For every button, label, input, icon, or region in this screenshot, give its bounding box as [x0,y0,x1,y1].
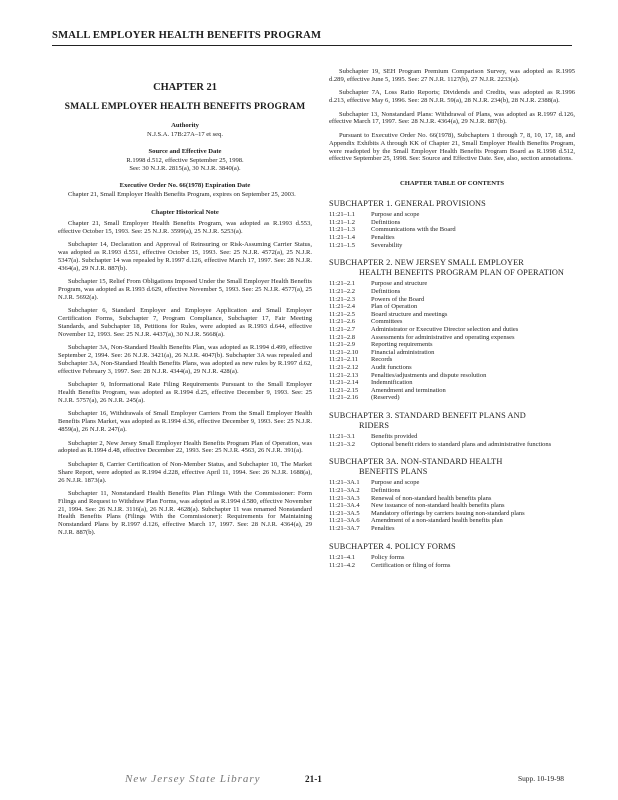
toc-entry [329,296,575,304]
section-number: 11:21–2.11 [329,356,358,364]
section-title: Purpose and scope [371,211,420,219]
section-title: Renewal of non-standard health benefits plans [371,494,492,502]
toc-entry [329,242,575,250]
history-paragraph: Subchapter 15, Relief From Obligations Imposed Under the Small Employer Health Benefits Program, was adopted as R.1993 d.629, effective November 5, 1993. See: 25 N.J.R. 4577(a), 25 N.J.R. 5692(a). [58,278,312,301]
section-title: Severability [371,241,403,249]
section-title: Purpose and structure [371,280,428,288]
history-paragraph: Subchapter 8, Carrier Certification of Non-Member Status, and Subchapter 10, The Market Share Report, were adopted as R.1994 d.228, effective April 11, 1994. See: 26 N.J.R. 1688(a), 26 N.J.R. 1873(a). [58,460,312,484]
toc-entry [329,517,575,525]
toc-entry [329,479,575,487]
toc-entry [329,372,575,380]
section-title: Records [371,356,393,364]
section-title: Committees [371,318,403,326]
section-title: Reporting requirements [371,341,433,349]
history-paragraph: Subchapter 16, Withdrawals of Small Employer Carriers From the Small Employer Health Benefits Plans Market, was adopted as R.1994 d.36, effective December 9, 1993. See: 25 N.J.R. 4859(a), 26 N.J.R. 247(a). [58,410,312,434]
subchapter-heading-continued: RIDERS [359,420,390,430]
section-title: Amendment and termination [371,386,446,394]
toc-entry [329,318,575,326]
toc-entry [329,349,575,357]
toc-entry [329,510,575,518]
subchapter-heading-text: SUBCHAPTER 2. NEW JERSEY SMALL EMPLOYER [329,258,524,268]
section-title: Board structure and meetings [371,310,448,318]
toc-subchapter [329,542,575,570]
chapter-number: CHAPTER 21 [153,82,217,93]
section-number: 11:21–2.2 [329,288,355,295]
toc-entry [329,387,575,395]
section-number: 11:21–3A.3 [329,494,360,502]
left-column [58,68,312,543]
section-title: Communications with the Board [371,226,456,234]
subchapter-heading-text: SUBCHAPTER 1. GENERAL PROVISIONS [329,198,486,208]
toc-subchapter [329,258,575,402]
subchapter-heading-continued: BENEFITS PLANS [359,466,428,476]
history-paragraph: Subchapter 7A, Loss Ratio Reports; Dividends and Credits, was adopted as R.1996 d.213, effective May 6, 1996. See: 28 N.J.R. 59(a), 28 N.J.R. 234(b), 28 N.J.R. 2388(a). [329,89,575,105]
section-title: Penalties [371,525,395,533]
toc-entry [329,433,575,441]
toc-entry [329,525,575,533]
source-text: R.1998 d.512, effective September 25, 1998. [126,156,244,164]
chapter-title: SMALL EMPLOYER HEALTH BENEFITS PROGRAM [64,101,306,112]
section-number: 11:21–4.1 [329,554,355,562]
section-number: 11:21–3A.6 [329,517,360,525]
section-title: Administrator or Executive Director selection and duties [371,325,519,333]
history-paragraph: Subchapter 6, Standard Employer and Employee Application and Small Employer Certification Forms, Subchapter 7, Program Compliance, Subchapter 17, Fair Meeting Standards, and Subchapter 18, Petitions for Rules, were adopted as R.1993 d.644, effective November 12, 1993. See: 25 N.J.R. 4437(a), 30 N.J.R. 5668(a). [58,307,312,338]
toc-entry [329,495,575,503]
subchapter-heading [329,542,575,552]
subchapter-heading [329,411,575,430]
section-title: Powers of the Board [371,295,425,303]
section-title: Assessments for administrative and operating expenses [371,333,515,341]
toc-subchapter [329,411,575,448]
subchapter-heading-text: SUBCHAPTER 3A. NON-STANDARD HEALTH [329,457,503,467]
subchapter-heading-text: SUBCHAPTER 4. POLICY FORMS [329,541,456,551]
section-number: 11:21–3A.5 [329,509,360,517]
source-citation: See: 30 N.J.R. 2815(a), 30 N.J.R. 3840(a). [129,164,241,172]
toc-subchapter [329,199,575,250]
section-number: 11:21–3.1 [329,433,355,441]
toc-entry [329,487,575,495]
section-title: Amendment of a non-standard health benefits plan [371,517,503,525]
toc-entry [329,303,575,311]
section-title: Purpose and scope [371,479,420,487]
section-number: 11:21–2.12 [329,363,359,371]
subchapter-heading [329,258,575,277]
section-number: 11:21–3A.7 [329,525,360,533]
history-paragraph: Subchapter 13, Nonstandard Plans: Withdrawal of Plans, was adopted as R.1997 d.126, effective March 17, 1997. See: 28 N.J.R. 4364(a), 29 N.J.R. 887(b). [329,110,575,126]
history-paragraph: Subchapter 9, Informational Rate Filing Requirements Pursuant to the Small Employer Health Benefits Program, was adopted as R.1994 d.25, effective December 9, 1993. See: 25 N.J.R. 5757(a), 26 N.J.R. 245(a). [58,381,312,404]
toc-entry [329,219,575,227]
subchapter-heading-continued: HEALTH BENEFITS PROGRAM PLAN OF OPERATION [359,267,565,277]
toc-entry [329,280,575,288]
eo-heading: Executive Order No. 66(1978) Expiration Date [119,181,251,189]
history-heading: Chapter Historical Note [151,208,219,216]
section-number: 11:21–2.14 [329,379,359,387]
toc-entry [329,341,575,349]
section-title: New issuance of non-standard health benefits plans [371,502,505,510]
section-title: Certification or filing of forms [371,561,451,569]
section-number: 11:21–2.4 [329,303,355,311]
toc-entry [329,326,575,334]
table-of-contents [329,199,575,570]
subchapter-heading [329,199,575,209]
right-column [329,68,575,578]
section-title: Audit functions [371,363,412,371]
history-paragraph: Subchapter 2, New Jersey Small Employer Health Benefits Program Plan of Operation, was adopted as R.1994 d.48, effective December 22, 1993. See: 25 N.J.R. 4563, 26 N.J.R. 391(a). [58,439,312,455]
toc-entry [329,364,575,372]
section-title: Policy forms [371,554,405,562]
section-number: 11:21–1.2 [329,218,355,226]
section-number: 11:21–1.1 [329,211,355,219]
authority-text: N.J.S.A. 17B:27A–17 et seq. [146,131,224,138]
toc-entry [329,562,575,570]
section-title: Financial administration [371,348,435,356]
toc-entry [329,211,575,219]
section-title: Definitions [371,218,401,226]
section-title: Indemnification [371,379,413,387]
toc-heading: CHAPTER TABLE OF CONTENTS [399,179,505,187]
section-number: 11:21–1.3 [329,226,355,234]
history-paragraph: Subchapter 11, Nonstandard Health Benefits Plan Filings With the Commissioner: Form Filings and Request to Withdraw Plan Forms, was adopted as R.1994 d.580, effective November 21, 1994. See: 26 N.J.R. 3116(a), 26 N.J.R. 4628(a). Subchapter 11 was renamed Nonstandard Health Benefits Plans (Filings With the Commissioner): Requirements for Maintaining Nonstandard Plans by R.1997 d.126, effective March 17, 1997. See: 28 N.J.R. 4364(a), 29 N.J.R. 887(b). [58,489,312,537]
section-number: 11:21–2.6 [329,318,355,326]
section-number: 11:21–3.2 [329,440,355,448]
section-title: (Reserved) [371,394,400,402]
toc-entry [329,502,575,510]
section-number: 11:21–3A.4 [329,502,360,510]
history-paragraph: Chapter 21, Small Employer Health Benefits Program, was adopted as R.1993 d.553, effective October 15, 1993. See: 25 N.J.R. 3599(a), 25 N.J.R. 5253(a). [58,219,312,235]
section-number: 11:21–2.15 [329,386,359,394]
toc-entry [329,334,575,342]
section-number: 11:21–1.5 [329,241,355,249]
section-title: Optional benefit riders to standard plans and administrative functions [371,440,552,448]
source-heading: Source and Effective Date [148,147,222,155]
toc-entry [329,288,575,296]
history-paragraph: Pursuant to Executive Order No. 66(1978), Subchapters 1 through 7, 8, 10, 17, 18, and Appendix Exhibits A through KK of Chapter 21, Small Employer Health Benefits Program, were readopted by the Small Employer Health Benefits Program Board as R.1998 d.512, effective September 25, 1998. See: Source and Effective Date. See, also, section annotations. [329,131,575,163]
toc-entry [329,441,575,449]
toc-entry [329,226,575,234]
section-title: Benefits provided [371,433,418,441]
running-head: SMALL EMPLOYER HEALTH BENEFITS PROGRAM [52,30,322,41]
toc-entry [329,394,575,402]
library-stamp: New Jersey State Library [125,773,261,785]
section-title: Plan of Operation [371,303,418,311]
toc-entry [329,554,575,562]
supplement-date: Supp. 10-19-98 [518,774,564,783]
section-title: Definitions [371,487,401,495]
toc-entry [329,311,575,319]
history-paragraph: Subchapter 19, SEH Program Premium Comparison Survey, was adopted as R.1995 d.289, effective June 5, 1995. See: 27 N.J.R. 1127(b), 27 N.J.R. 2233(a). [329,68,575,83]
section-number: 11:21–3A.1 [329,479,360,487]
section-title: Definitions [371,288,401,295]
section-number: 11:21–3A.2 [329,487,360,495]
section-number: 11:21–2.9 [329,341,355,349]
subchapter-heading-text: SUBCHAPTER 3. STANDARD BENEFIT PLANS AND [329,410,526,420]
section-number: 11:21–2.5 [329,310,355,318]
toc-subchapter [329,457,575,532]
section-number: 11:21–4.2 [329,561,355,569]
subchapter-heading [329,457,575,476]
section-number: 11:21–2.1 [329,280,355,288]
section-title: Mandatory offerings by carriers issuing non-standard plans [371,509,525,517]
toc-entry [329,356,575,364]
section-number: 11:21–2.3 [329,295,355,303]
toc-entry [329,379,575,387]
section-number: 11:21–2.13 [329,371,359,379]
authority-heading: Authority [171,122,199,129]
page-number: 21-1 [305,774,322,784]
section-number: 11:21–2.8 [329,333,355,341]
section-number: 11:21–2.16 [329,394,359,402]
header-rule [52,45,572,46]
eo-text: Chapter 21, Small Employer Health Benefits Program, expires on September 25, 2003. [68,190,296,198]
section-number: 11:21–1.4 [329,234,355,242]
history-paragraph: Subchapter 3A, Non-Standard Health Benefits Plan, was adopted as R.1994 d.499, effective September 2, 1994. See: 26 N.J.R. 3421(a), 26 N.J.R. 4047(b). Subchapter 3A was repealed and Subchapter 3A, Non-Standard Health Benefits Plans, was adopted as new rules by R.1997 d.62, effective February 3, 1997. See: 28 N.J.R. 4344(a), 29 N.J.R. 428(a). [58,344,312,375]
section-number: 11:21–2.7 [329,325,355,333]
history-paragraph: Subchapter 14, Declaration and Approval of Reinsuring or Risk-Assuming Carrier Status, was adopted as R.1993 d.551, effective October 15, 1993. See: 25 N.J.R. 4572(a), 25 N.J.R. 5347(a). Subchapter 14 was repealed by R.1997 d.126, effective March 17, 1997. See: 28 N.J.R. 4364(a), 29 N.J.R. 887(b). [58,241,312,272]
section-number: 11:21–2.10 [329,348,359,356]
section-title: Penalties [371,234,395,242]
toc-entry [329,234,575,242]
section-title: Penalties/adjustments and dispute resolution [371,371,487,379]
